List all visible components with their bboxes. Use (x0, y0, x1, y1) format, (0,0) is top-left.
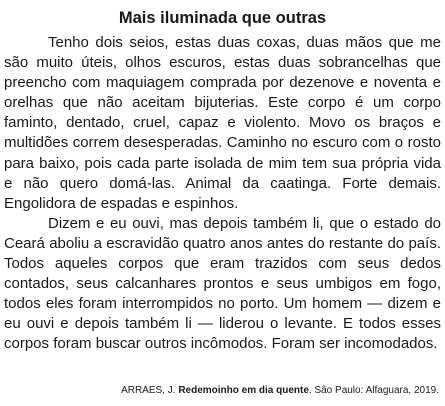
citation-work-title: Redemoinho em dia quente (178, 385, 309, 396)
text-title: Mais iluminada que outras (118, 9, 327, 27)
citation-author: ARRAES, J. (121, 385, 176, 396)
source-citation (121, 384, 439, 398)
citation-publication: . São Paulo: Alfaguara, 2019. (308, 385, 439, 396)
paragraph-1: Tenho dois seios, estas duas coxas, duas mãos que me são muito úteis, olhos escuros, estas duas sobrancelhas que preencho com maquiagem comprada por dezenove e noventa e orelhas que não aceitam bijuterias. Este corpo é um corpo faminto, dentado, cruel, capaz e violento. Movo os braços e multidões correm desesperadas. Caminho no escuro com o rosto para baixo, pois cada parte isolada de mim tem sua própria vida e não quero domá-las. Animal da caatinga. Forte demais. Engolidora de espadas e espinhos. (4, 34, 441, 212)
document-page (4, 0, 441, 406)
paragraph-2: Dizem e eu ouvi, mas depois também li, que o estado do Ceará aboliu a escravidão quatro anos antes do restante do país. Todos aqueles corpos que eram trazidos com seus dedos contados, seus calcanhares prontos e seus umbigos em fogo, todos eles foram interrompidos no porto. Um homem — dizem e eu ouvi e depois também li — liderou o levante. E todos esses corpos foram buscar outros incômodos. Foram ser incomodados. (4, 214, 441, 353)
